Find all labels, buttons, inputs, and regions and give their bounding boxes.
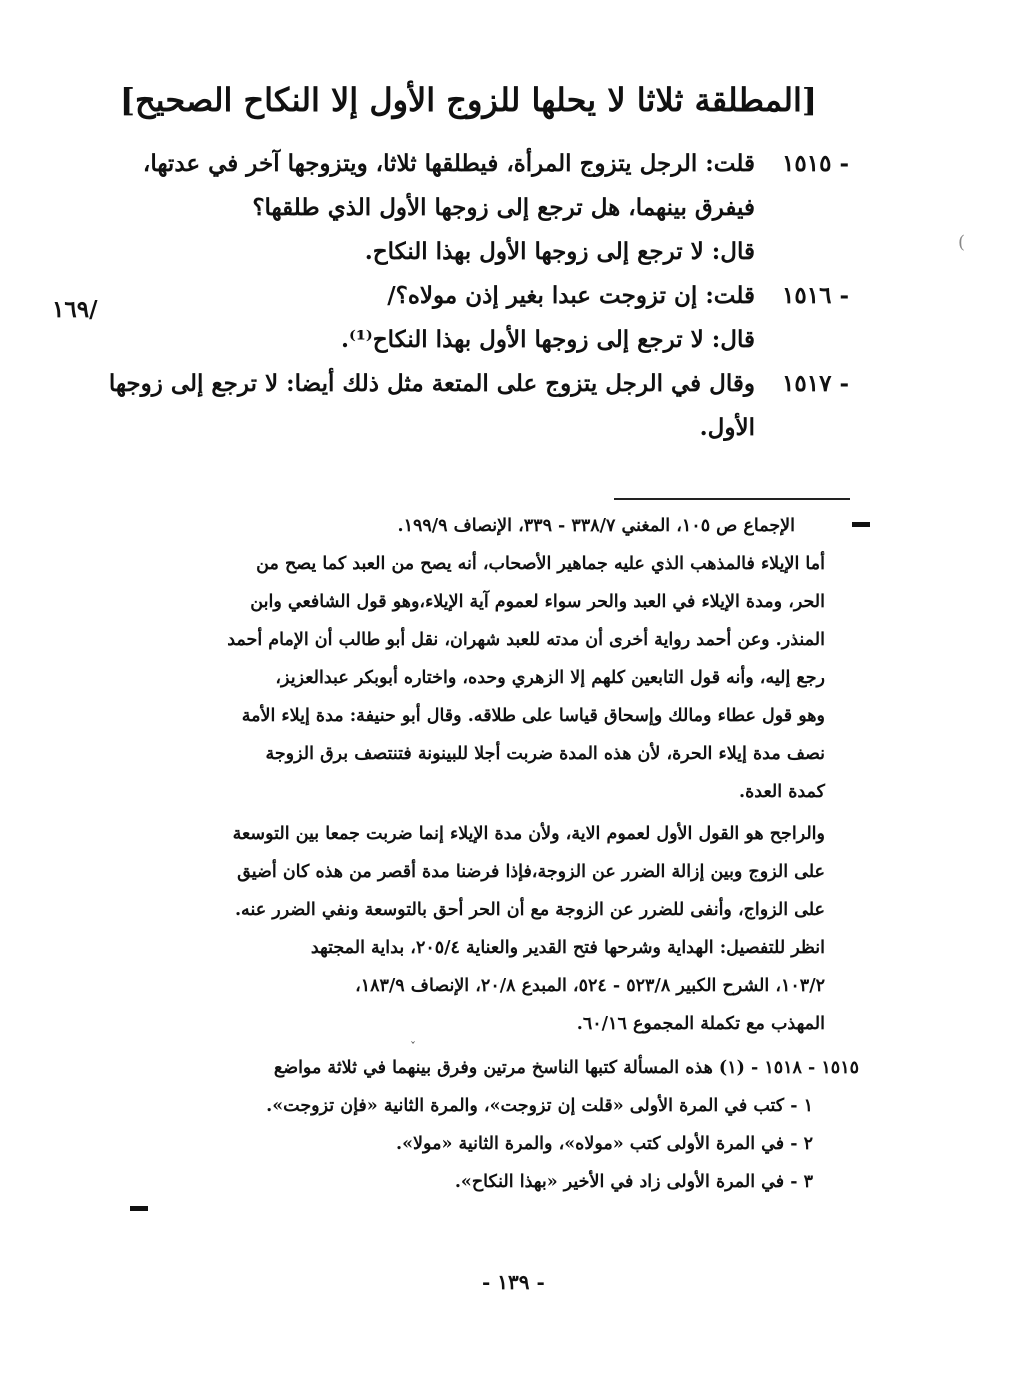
footnote-line: انظر للتفصيل: الهداية وشرحها فتح القدير والعناية ٢٠٥/٤، بداية المجتهد [310, 938, 825, 958]
entry-1517-number: ١٥١٧ - [782, 370, 849, 397]
margin-paren-mark: ( [958, 232, 966, 253]
margin-folio-ref: /١٦٩ [52, 296, 98, 323]
footnote-separator [614, 498, 850, 500]
variant-note-item: ٢ - في المرة الأولى كتب «مولاه»، والمرة الثانية «مولا». [396, 1134, 813, 1154]
variant-note-item: ١ - كتب في المرة الأولى «قلت إن تزوجت»، والمرة الثانية «فإن تزوجت». [266, 1096, 813, 1116]
entry-1516-number: ١٥١٦ - [782, 282, 849, 309]
footnote-line: المهذب مع تكملة المجموع ٦٠/١٦. [576, 1014, 825, 1034]
entry-1515-line-2: فيفرق بينهما، هل ترجع إلى زوجها الأول الذي طلقها؟ [252, 194, 755, 221]
entry-1515-line-3: قال: لا ترجع إلى زوجها الأول بهذا النكاح. [364, 238, 755, 265]
footnote-line: رجع إليه، وأنه قول التابعين كلهم إلا الزهري وحده، واختاره أبوبكر عبدالعزيز، [275, 668, 825, 688]
footnote-line: نصف مدة إيلاء الحرة، لأن هذه المدة ضربت أجلا للبينونة فتنتصف برق الزوجة [265, 744, 825, 764]
footnote-line: المنذر. وعن أحمد رواية أخرى أن مدته للعبد شهران، نقل أبو طالب أن الإمام أحمد [227, 630, 825, 650]
entry-1517-line-2: الأول. [699, 414, 755, 441]
entry-1517-line-1: وقال في الرجل يتزوج على المتعة مثل ذلك أيضا: لا ترجع إلى زوجها [108, 370, 755, 397]
footnote-line: على الزواج، وأنفى للضرر عن الزوجة مع أن الحر أحق بالتوسعة ونفي الضرر عنه. [234, 900, 825, 920]
footnote-line: ١٠٣/٢، الشرح الكبير ٥٢٣/٨ - ٥٢٤، المبدع ٢٠/٨، الإنصاف ١٨٣/٩، [355, 976, 825, 996]
entry-1516-line-1: قلت: إن تزوجت عبدا بغير إذن مولاه؟/ [387, 282, 755, 309]
variant-note-item: ٣ - في المرة الأولى زاد في الأخير «بهذا النكاح». [454, 1172, 813, 1192]
footnote-line: الإجماع ص ١٠٥، المغني ٣٣٨/٧ - ٣٣٩، الإنصاف ١٩٩/٩. [397, 516, 795, 536]
page-title: [المطلقة ثلاثا لا يحلها للزوج الأول إلا النكاح الصحيح] [119, 81, 817, 119]
footnote-line: الحر، ومدة الإيلاء في العبد والحر سواء لعموم آية الإيلاء،وهو قول الشافعي وابن [250, 592, 825, 612]
footnote-line: أما الإيلاء فالمذهب الذي عليه جماهير الأصحاب، أنه يصح من العبد كما يصح من [256, 554, 825, 574]
margin-dash-mark [130, 1206, 148, 1211]
footnote-line: على الزوج وبين إزالة الضرر عن الزوجة،فإذا فرضنا مدة أقصر من هذه كان أضيق [237, 862, 825, 882]
variant-note-heading: ١٥١٥ - ١٥١٨ - (١) هذه المسألة كتبها الناسخ مرتين وفرق بينهما في ثلاثة مواضع [273, 1058, 859, 1078]
footnote-marker [852, 522, 870, 527]
stray-mark: ˇ [410, 1040, 416, 1054]
footnote-line: وهو قول عطاء ومالك وإسحاق قياسا على طلاقه. وقال أبو حنيفة: مدة إيلاء الأمة [241, 706, 825, 726]
entry-1515-line-1: قلت: الرجل يتزوج المرأة، فيطلقها ثلاثا، ويتزوجها آخر في عدتها، [142, 150, 755, 177]
footnote-line: كمدة العدة. [739, 782, 825, 802]
entry-1516-line-2: قال: لا ترجع إلى زوجها الأول بهذا النكاح⁽¹⁾. [340, 326, 755, 353]
page-number: - ١٣٩ - [482, 1270, 545, 1294]
entry-1515-number: ١٥١٥ - [782, 150, 849, 177]
footnote-line: والراجح هو القول الأول لعموم الاية، ولأن مدة الإيلاء إنما ضربت جمعا بين التوسعة [232, 824, 825, 844]
